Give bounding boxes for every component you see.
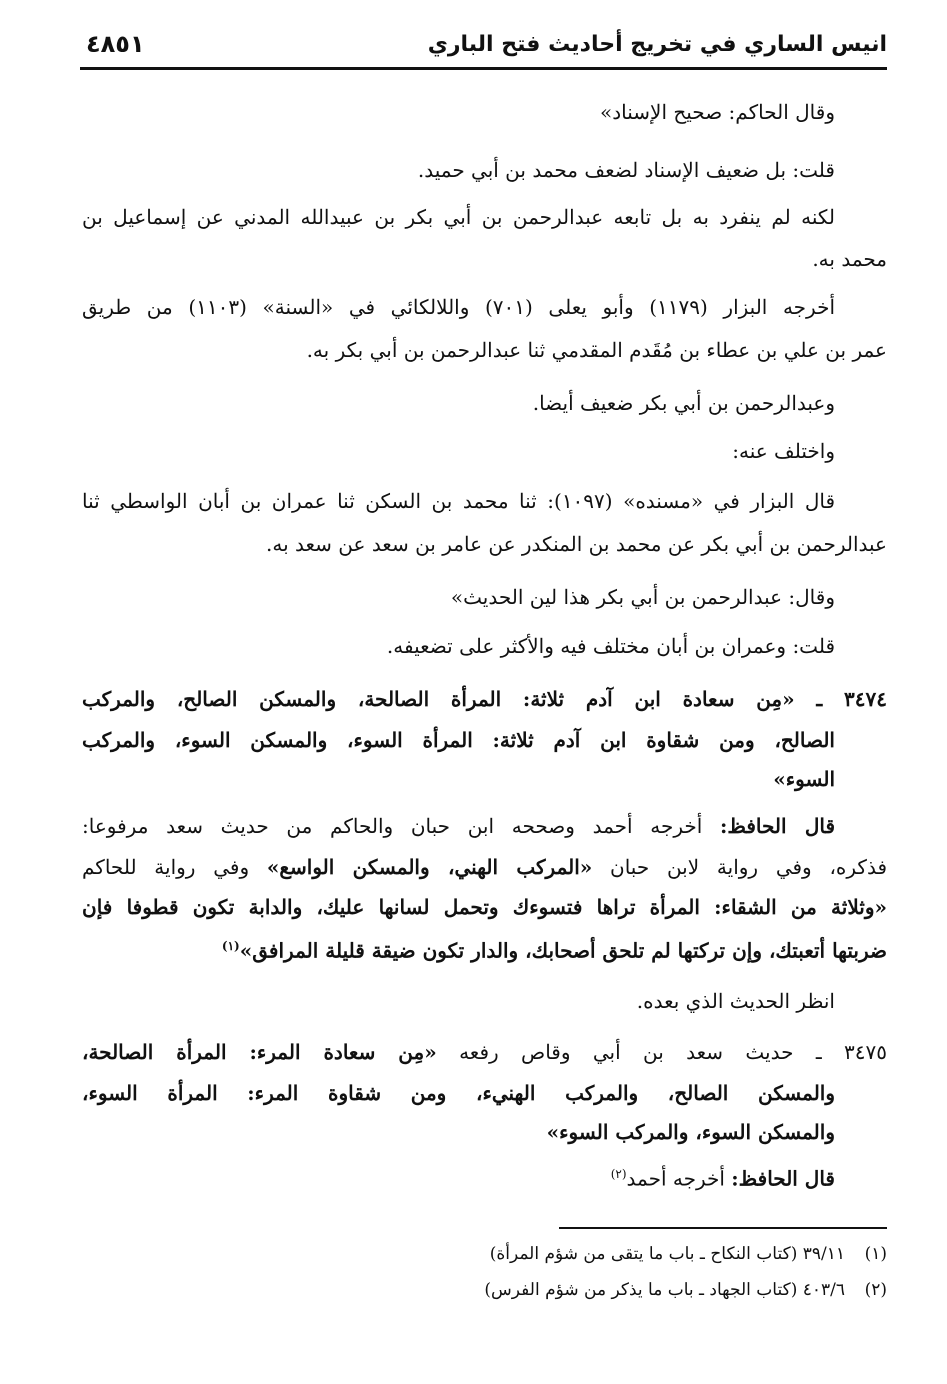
hafiz-label: قال الحافظ: [719, 814, 835, 838]
footnote-text: ٤٠٣/٦ (كتاب الجهاد ـ باب ما يذكر من شؤم الفرس) [484, 1280, 845, 1300]
text-line: وعبدالرحمن بن أبي بكر ضعيف أيضا. [532, 391, 835, 415]
footnote-ref-1[interactable]: (١) [221, 939, 240, 953]
text-line: قال البزار في «مسنده» (١٠٩٧): ثنا محمد بن السكن ثنا عمران بن أبان الواسطي ثنا [82, 489, 835, 513]
text-line: أخرجه البزار (١١٧٩) وأبو يعلى (٧٠١) واللالكائي في «السنة» (١١٠٣) من طريق [82, 295, 835, 319]
text-line: محمد به. [812, 247, 887, 271]
footnote-number: (٢) [864, 1280, 887, 1300]
footnote-1 [82, 1242, 887, 1266]
hadith-3475-line-3: والمسكن السوء، والمركب السوء» [546, 1120, 835, 1144]
hadith-3474-line-1: ٣٤٧٤ ـ «مِن سعادة ابن آدم ثلاثة: المرأة الصالحة، والمسكن الصالح، والمركب [82, 687, 887, 711]
footnote-text: ٣٩/١١ (كتاب النكاح ـ باب ما يتقى من شؤم المرأة) [489, 1244, 845, 1264]
hadith-3474-line-2: الصالح، ومن شقاوة ابن آدم ثلاثة: المرأة السوء، والمسكن السوء، والمركب [82, 728, 835, 752]
text-line: قال الحافظ: أخرجه أحمد وصححه ابن حبان والحاكم من حديث سعد مرفوعا: [82, 814, 835, 838]
hadith-3475-line-2: والمسكن الصالح، والمركب الهنيء، ومن شقاوة المرء: المرأة السوء، [82, 1081, 835, 1105]
hadith-3474-line-3: السوء» [773, 767, 835, 791]
text-line: قال الحافظ: أخرجه أحمد$^{(٢)}$ [610, 1166, 835, 1191]
text-line: واختلف عنه: [732, 439, 835, 463]
text-line: انظر الحديث الذي بعده. [636, 989, 835, 1013]
page-number: ٤٨٥١ [86, 30, 145, 58]
text-line: عبدالرحمن بن أبي بكر عن محمد بن المنكدر عن عامر بن سعد عن سعد به. [266, 532, 887, 556]
running-header [80, 28, 887, 70]
text-line: لكنه لم ينفرد به بل تابعه عبدالرحمن بن أبي بكر بن عبيدالله المدني عن إسماعيل بن [82, 205, 835, 229]
text-line: قلت: وعمران بن أبان مختلف فيه والأكثر على تضعيفه. [386, 634, 835, 658]
footnote-2 [82, 1278, 887, 1302]
hadith-3475-line-1: ٣٤٧٥ ـ حديث سعد بن أبي وقاص رفعه «مِن سعادة المرء: المرأة الصالحة، [82, 1040, 887, 1064]
text-line: فذكره، وفي رواية لابن حبان «المركب الهني، والمسكن الواسع» وفي رواية للحاكم [82, 855, 887, 879]
book-title: انيس الساري في تخريج أحاديث فتح الباري [427, 32, 887, 57]
text-line: عمر بن علي بن عطاء بن مُقَدم المقدمي ثنا عبدالرحمن بن أبي بكر به. [306, 338, 887, 362]
text-line: «وثلاثة من الشقاء: المرأة تراها فتسوءك وتحمل لسانها عليك، والدابة تكون قطوفا فإن [82, 895, 887, 919]
text-line: ضربتها أتعبتك، وإن تركتها لم تلحق أصحابك، والدار تكون ضيقة قليلة المرافق»$^{(١)}$ [221, 938, 887, 963]
text-line: وقال الحاكم: صحيح الإسناد» [600, 100, 835, 124]
footnote-number: (١) [864, 1244, 887, 1264]
header-rule [80, 67, 887, 70]
hafiz-label: قال الحافظ: [731, 1166, 835, 1191]
footnote-separator [559, 1227, 887, 1229]
text-line: قلت: بل ضعيف الإسناد لضعف محمد بن أبي حميد. [417, 158, 835, 182]
footnote-ref-2[interactable]: (٢) [610, 1167, 627, 1181]
text-line: وقال: عبدالرحمن بن أبي بكر هذا لين الحديث» [450, 585, 835, 609]
